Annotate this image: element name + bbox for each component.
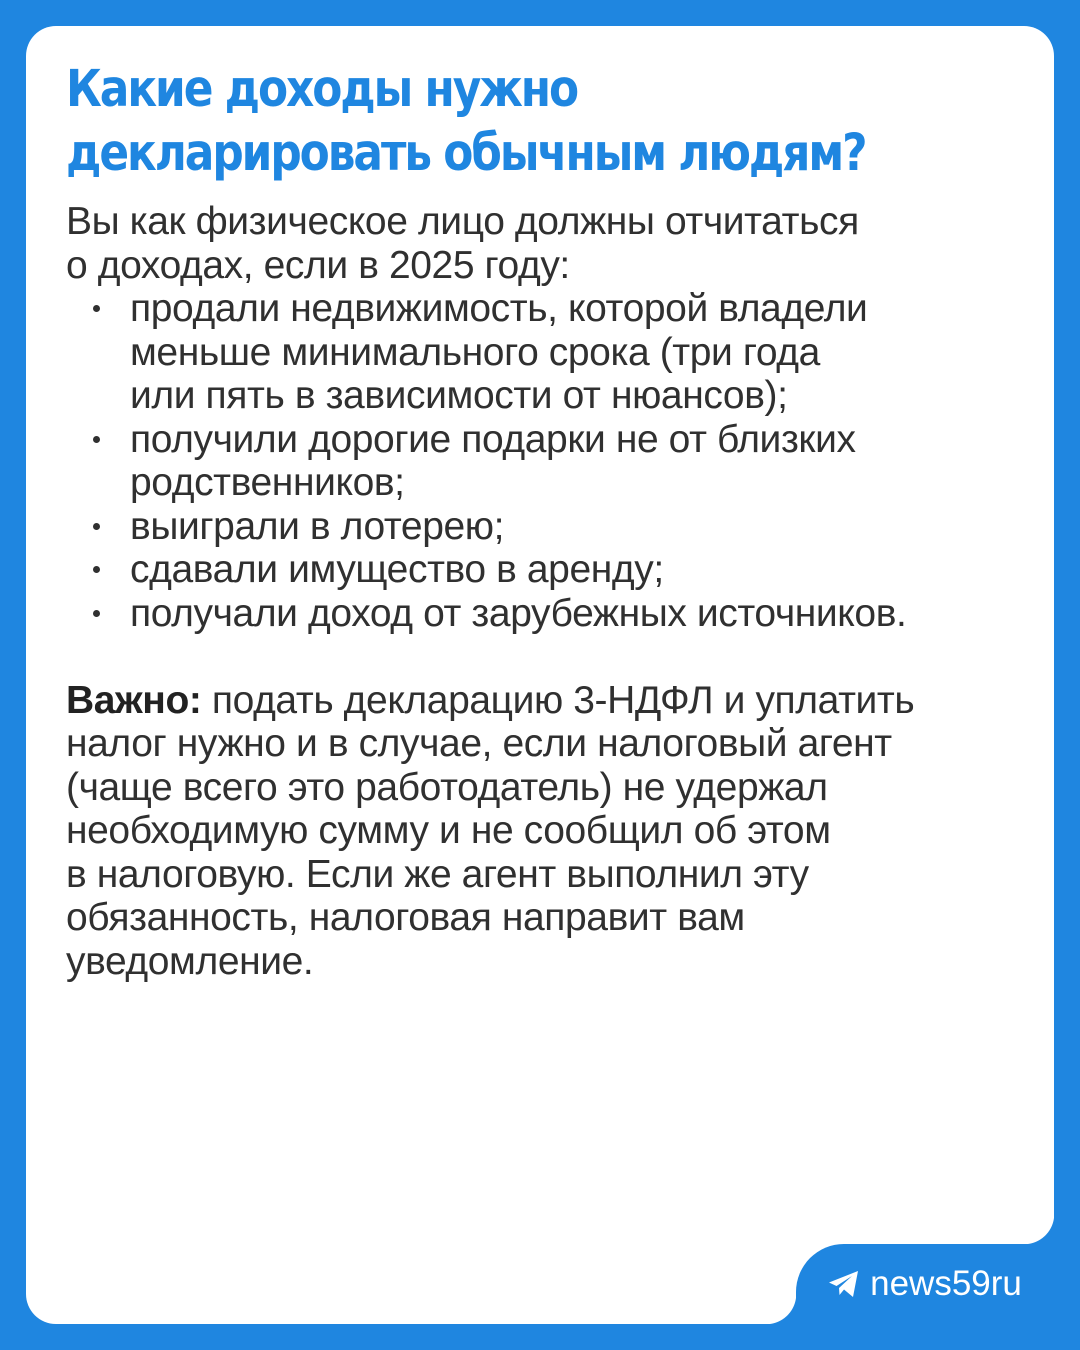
title-line-1: Какие доходы нужно: [66, 60, 578, 119]
list-item-line: получили дорогие подарки не от близких: [130, 417, 856, 461]
note-line-5: в налоговую. Если же агент выполнил эту: [66, 852, 809, 896]
article-body: [66, 200, 1026, 983]
bullet-icon: [93, 566, 100, 573]
intro-paragraph: [66, 200, 1026, 287]
brand-name: news59ru: [870, 1264, 1022, 1303]
list-item-line: сдавали имущество в аренду;: [130, 548, 664, 591]
title-line-2: декларировать обычным людям?: [66, 124, 866, 183]
content-card: [26, 26, 1054, 1324]
list-item: [66, 418, 1026, 505]
note-line-6: обязанность, налоговая направит вам: [66, 896, 745, 939]
intro-line-2: о доходах, если в 2025 году:: [66, 243, 570, 287]
note-label: Важно:: [66, 678, 202, 722]
note-line-2: налог нужно и в случае, если налоговый агент: [66, 722, 892, 765]
bullet-icon: [93, 436, 100, 443]
intro-line-1: Вы как физическое лицо должны отчитаться: [66, 200, 859, 243]
important-note: [66, 679, 1026, 984]
note-text-1: подать декларацию 3-НДФЛ и уплатить: [201, 678, 915, 722]
list-item: [66, 592, 1026, 636]
list-item-line: выиграли в лотерею;: [130, 504, 505, 548]
list-item: [66, 505, 1026, 549]
brand-badge[interactable]: [796, 1244, 1080, 1350]
bullet-icon: [93, 523, 100, 530]
bullet-icon: [93, 305, 100, 312]
income-list: [66, 287, 1026, 635]
list-item-line: родственников;: [130, 461, 405, 504]
brand-link[interactable]: [796, 1244, 1054, 1324]
list-item-line: или пять в зависимости от нюансов);: [130, 374, 788, 417]
note-line-4: необходимую сумму и не сообщил об этом: [66, 809, 831, 852]
list-item-line: продали недвижимость, которой владели: [130, 287, 868, 330]
list-item: [66, 287, 1026, 418]
note-line-1: [66, 679, 1026, 723]
telegram-icon: [828, 1269, 860, 1299]
list-item: [66, 548, 1026, 592]
note-line-3: (чаще всего это работодатель) не удержал: [66, 765, 828, 809]
list-item-line: получали доход от зарубежных источников.: [130, 591, 907, 635]
note-line-7: уведомление.: [66, 939, 314, 983]
page-title: [66, 58, 892, 186]
list-item-line: меньше минимального срока (три года: [130, 330, 820, 374]
bullet-icon: [93, 610, 100, 617]
